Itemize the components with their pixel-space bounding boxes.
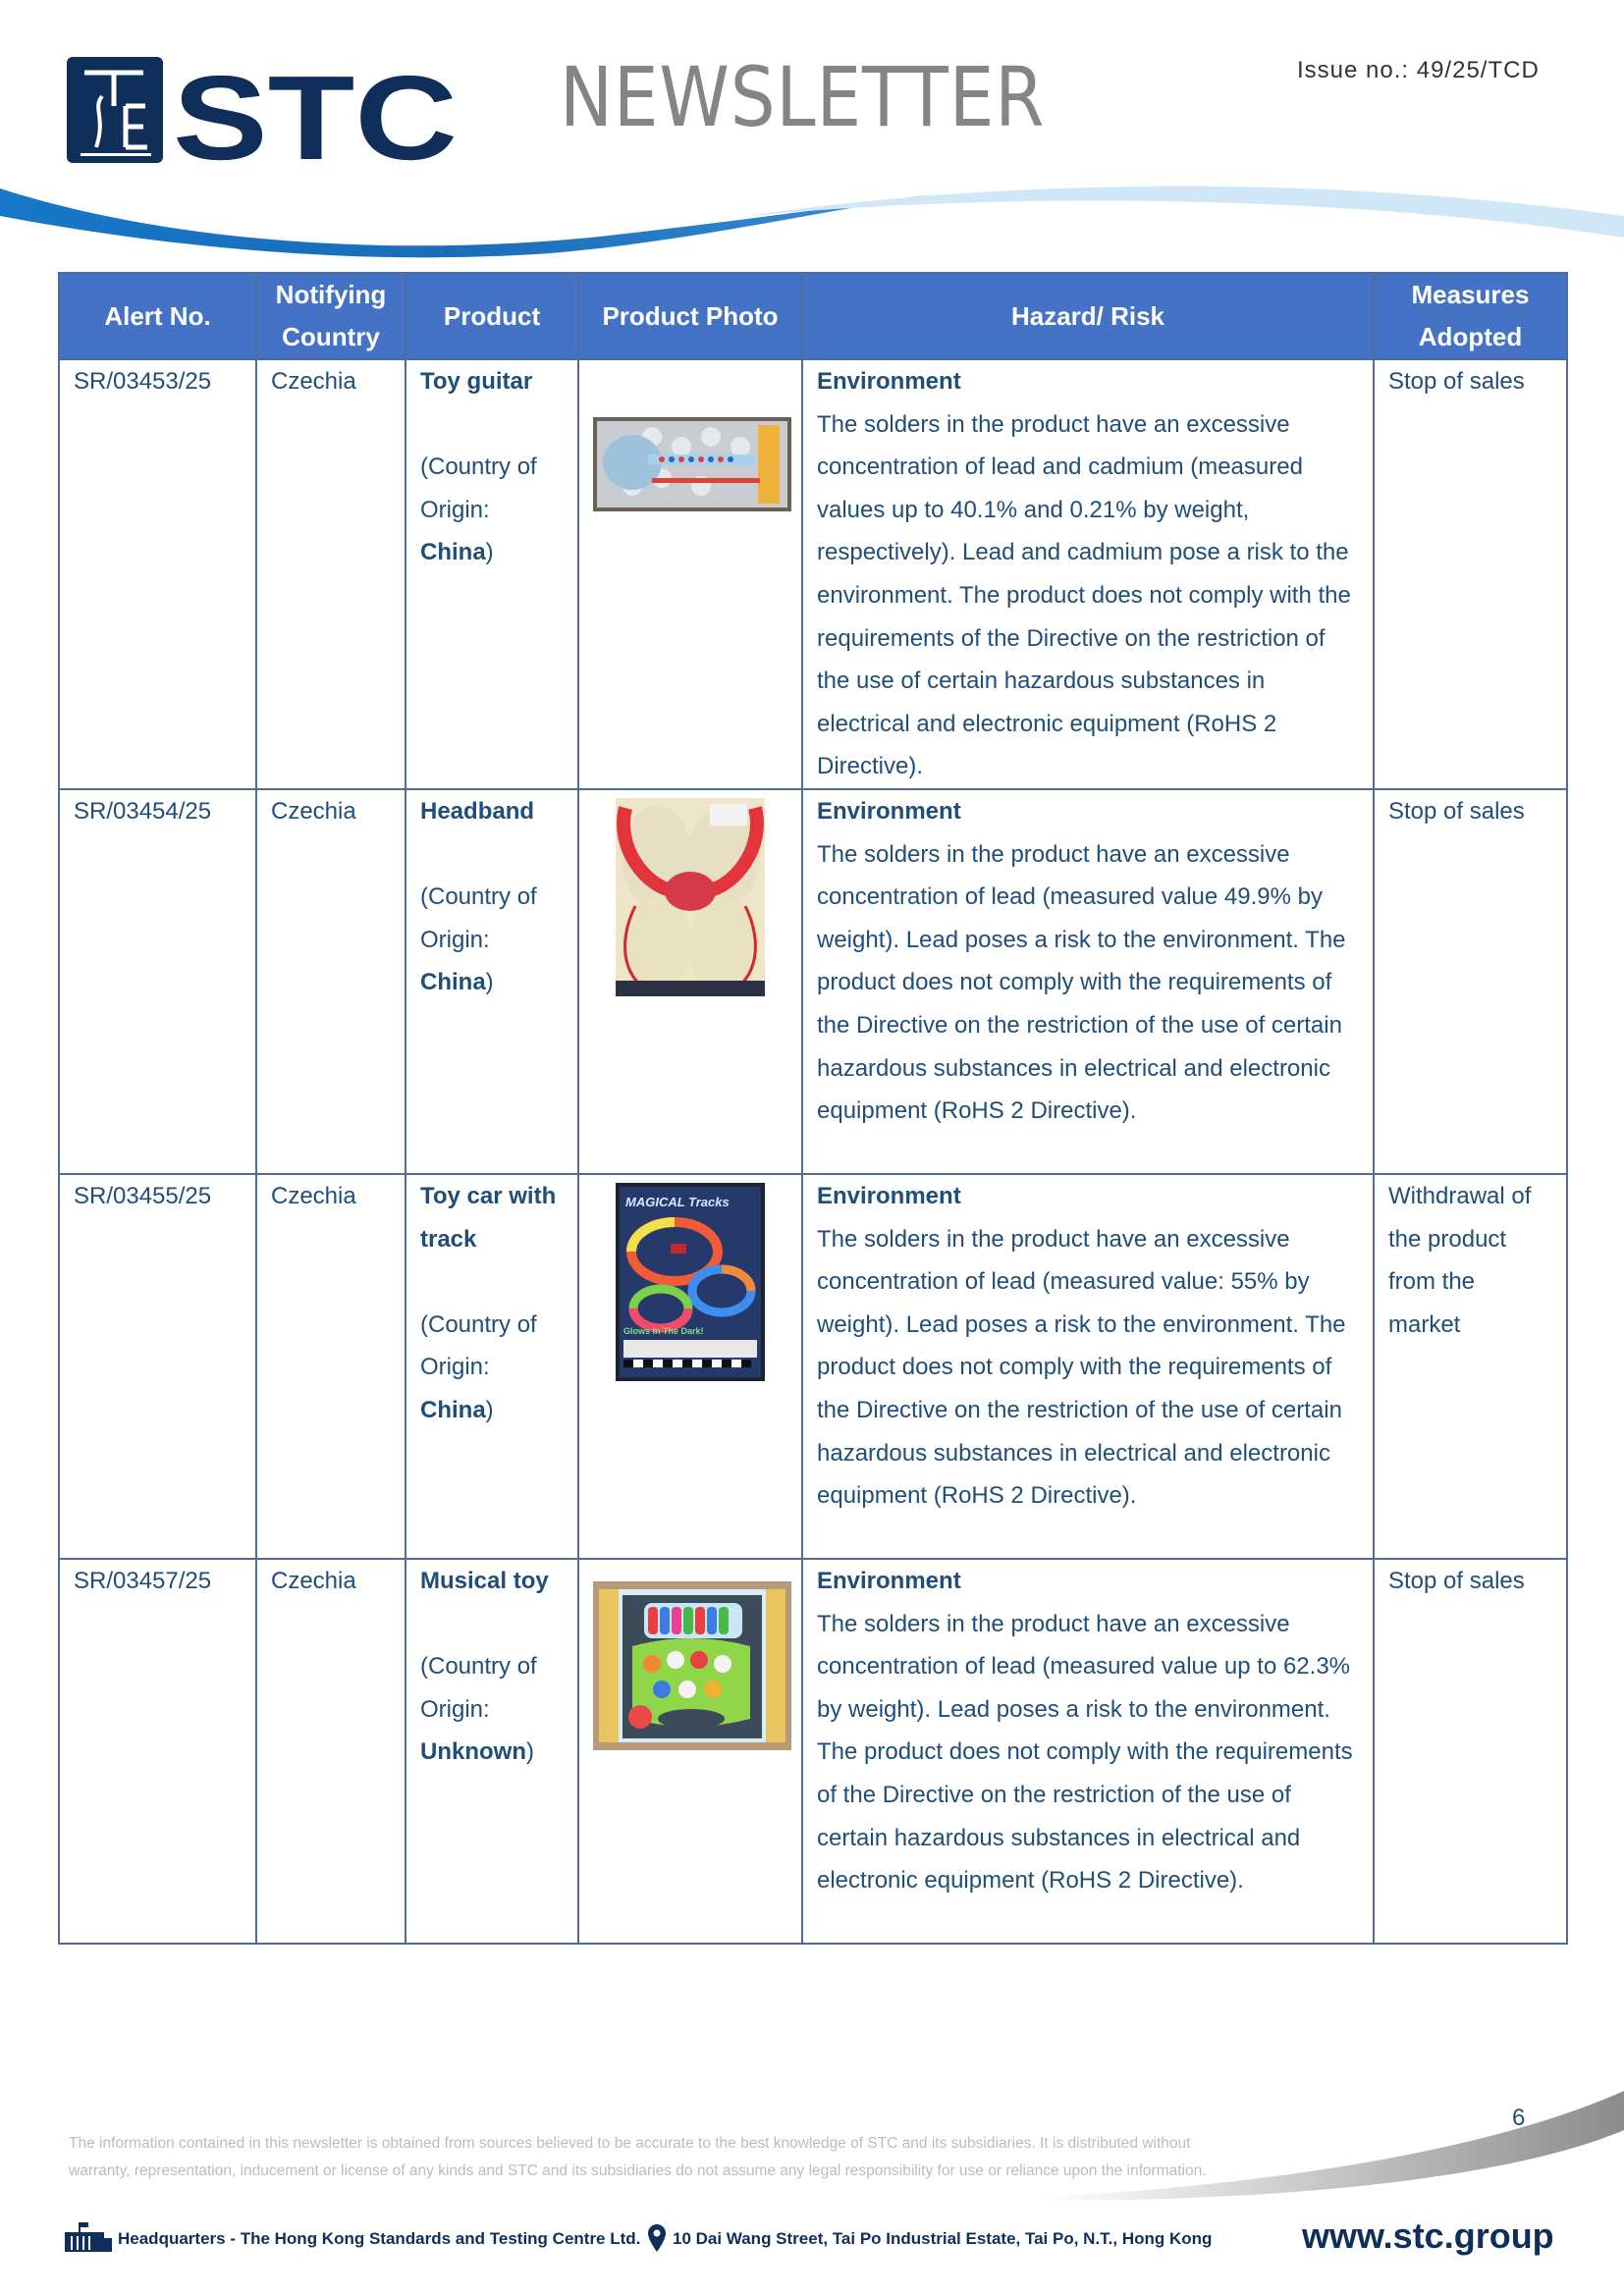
origin-label-2: Origin: bbox=[420, 1354, 490, 1381]
origin-country: China bbox=[420, 1396, 486, 1423]
header-notifying-line2: Country bbox=[282, 322, 380, 351]
measures-adopted: Stop of sales bbox=[1374, 359, 1567, 789]
header-measures-line1: Measures bbox=[1411, 280, 1530, 309]
header-swoosh-decoration bbox=[0, 177, 1624, 265]
product-name: Toy car with track bbox=[420, 1182, 557, 1253]
header-measures-adopted bbox=[1374, 273, 1567, 359]
disclaimer-line-1: The information contained in this newsletter is obtained from sources believed to be accurate to the best knowledge of STC and its subsidiaries. It is distributed without bbox=[69, 2135, 1191, 2152]
issue-number: Issue no.: 49/25/TCD bbox=[1297, 57, 1540, 83]
toy-car-track-photo bbox=[616, 1183, 765, 1381]
origin-close-paren: ) bbox=[485, 539, 494, 566]
table-row bbox=[59, 1559, 1567, 1944]
stc-logo bbox=[67, 57, 460, 165]
origin-close-paren: ) bbox=[526, 1738, 534, 1766]
origin-label-1: (Country of bbox=[420, 883, 537, 911]
origin-label-1: (Country of bbox=[420, 1653, 537, 1681]
origin-label-1: (Country of bbox=[420, 1310, 537, 1338]
origin-line bbox=[420, 1389, 564, 1432]
product-cell bbox=[406, 1174, 578, 1559]
origin-close-paren: ) bbox=[485, 969, 494, 996]
origin-close-paren: ) bbox=[485, 1396, 494, 1423]
header-alert-no: Alert No. bbox=[59, 273, 256, 359]
disclaimer-line-2: warranty, representation, inducement or license of any kinds and STC and its subsidiaries do not assume any legal responsibility for use or reliance upon the information. bbox=[69, 2163, 1207, 2179]
alert-number: SR/03454/25 bbox=[59, 789, 256, 1174]
table-row bbox=[59, 359, 1567, 789]
origin-label-2: Origin: bbox=[420, 496, 490, 523]
alert-number: SR/03453/25 bbox=[59, 359, 256, 789]
header-hazard-risk: Hazard/ Risk bbox=[802, 273, 1374, 359]
product-photo-cell bbox=[578, 1559, 802, 1944]
hazard-cell bbox=[802, 359, 1374, 789]
product-photo-cell bbox=[578, 359, 802, 789]
newsletter-title: NEWSLETTER bbox=[560, 49, 1046, 145]
product-name: Headband bbox=[420, 797, 535, 825]
table-row bbox=[59, 1174, 1567, 1559]
photo-sublabel: Glows In The Dark! bbox=[623, 1325, 704, 1336]
product-photo-cell bbox=[578, 789, 802, 1174]
header-notifying-line1: Notifying bbox=[275, 280, 387, 309]
hazard-category: Environment bbox=[817, 368, 961, 395]
page-number: 6 bbox=[1512, 2105, 1526, 2131]
hazard-description: The solders in the product have an excessive concentration of lead and cadmium (measured values up to 40.1% and 0.21% by weight, respectively). Lead and cadmium pose a risk to the environment. The product does not comply with the requirements of the Directive on the restriction of the use of certain hazardous substances in electrical and electronic equipment (RoHS 2 Directive). bbox=[817, 410, 1351, 780]
product-cell bbox=[406, 1559, 578, 1944]
measures-adopted: Stop of sales bbox=[1374, 789, 1567, 1174]
header-measures-line2: Adopted bbox=[1418, 322, 1523, 351]
headquarters-building-icon bbox=[63, 2222, 112, 2252]
product-photo-cell bbox=[578, 1174, 802, 1559]
logo-wordmark: STC bbox=[173, 57, 458, 165]
header-product-photo: Product Photo bbox=[578, 273, 802, 359]
origin-line bbox=[420, 1731, 564, 1774]
alert-number: SR/03455/25 bbox=[59, 1174, 256, 1559]
notifying-country: Czechia bbox=[256, 1559, 406, 1944]
hazard-description: The solders in the product have an excessive concentration of lead (measured value up to 62.3% by weight). Lead poses a risk to the environment. The product does not comply with the requirements of the Directive on the restriction of the use of certain hazardous substances in electrical and electronic equipment (RoHS 2 Directive). bbox=[817, 1610, 1353, 1895]
hazard-category: Environment bbox=[817, 797, 961, 825]
toy-guitar-photo bbox=[593, 417, 791, 511]
table-header-row bbox=[59, 273, 1567, 359]
origin-line bbox=[420, 961, 564, 1004]
origin-label-2: Origin: bbox=[420, 1695, 490, 1723]
origin-country: China bbox=[420, 539, 486, 566]
origin-line bbox=[420, 531, 564, 574]
musical-toy-photo bbox=[593, 1581, 791, 1750]
location-pin-icon bbox=[648, 2224, 666, 2252]
headband-photo bbox=[616, 798, 765, 996]
header-notifying-country bbox=[256, 273, 406, 359]
photo-label: MAGICAL Tracks bbox=[625, 1194, 730, 1209]
product-name: Musical toy bbox=[420, 1567, 549, 1594]
origin-label-1: (Country of bbox=[420, 454, 537, 481]
hazard-cell bbox=[802, 789, 1374, 1174]
alert-number: SR/03457/25 bbox=[59, 1559, 256, 1944]
notifying-country: Czechia bbox=[256, 359, 406, 789]
hazard-description: The solders in the product have an excessive concentration of lead (measured value: 55% by weight). Lead poses a risk to the environment. The product does not comply with the requirements of the Directive on the restriction of the use of certain hazardous substances in electrical and electronic equipment (RoHS 2 Directive). bbox=[817, 1225, 1346, 1510]
product-cell bbox=[406, 359, 578, 789]
header-product: Product bbox=[406, 273, 578, 359]
website-link[interactable]: www.stc.group bbox=[1302, 2216, 1554, 2256]
origin-country: China bbox=[420, 969, 486, 996]
hazard-description: The solders in the product have an excessive concentration of lead (measured value 49.9% by weight). Lead poses a risk to the environment. The product does not comply with the requirements of the Directive on the restriction of the use of certain hazardous substances in electrical and electronic equipment (RoHS 2 Directive). bbox=[817, 840, 1346, 1125]
hazard-category: Environment bbox=[817, 1567, 961, 1594]
measures-adopted: Withdrawal of the product from the market bbox=[1374, 1174, 1567, 1559]
origin-country: Unknown bbox=[420, 1738, 526, 1766]
headquarters-label: Headquarters - The Hong Kong Standards and Testing Centre Ltd. bbox=[118, 2229, 641, 2248]
hazard-category: Environment bbox=[817, 1182, 961, 1209]
headquarters-address: 10 Dai Wang Street, Tai Po Industrial Estate, Tai Po, N.T., Hong Kong bbox=[673, 2229, 1213, 2248]
hazard-cell bbox=[802, 1559, 1374, 1944]
legal-disclaimer bbox=[69, 2130, 1306, 2185]
measures-adopted: Stop of sales bbox=[1374, 1559, 1567, 1944]
hazard-cell bbox=[802, 1174, 1374, 1559]
product-name: Toy guitar bbox=[420, 368, 533, 395]
notifying-country: Czechia bbox=[256, 789, 406, 1174]
safety-alerts-table bbox=[58, 272, 1568, 1945]
notifying-country: Czechia bbox=[256, 1174, 406, 1559]
origin-label-2: Origin: bbox=[420, 926, 490, 953]
product-cell bbox=[406, 789, 578, 1174]
table-row bbox=[59, 789, 1567, 1174]
